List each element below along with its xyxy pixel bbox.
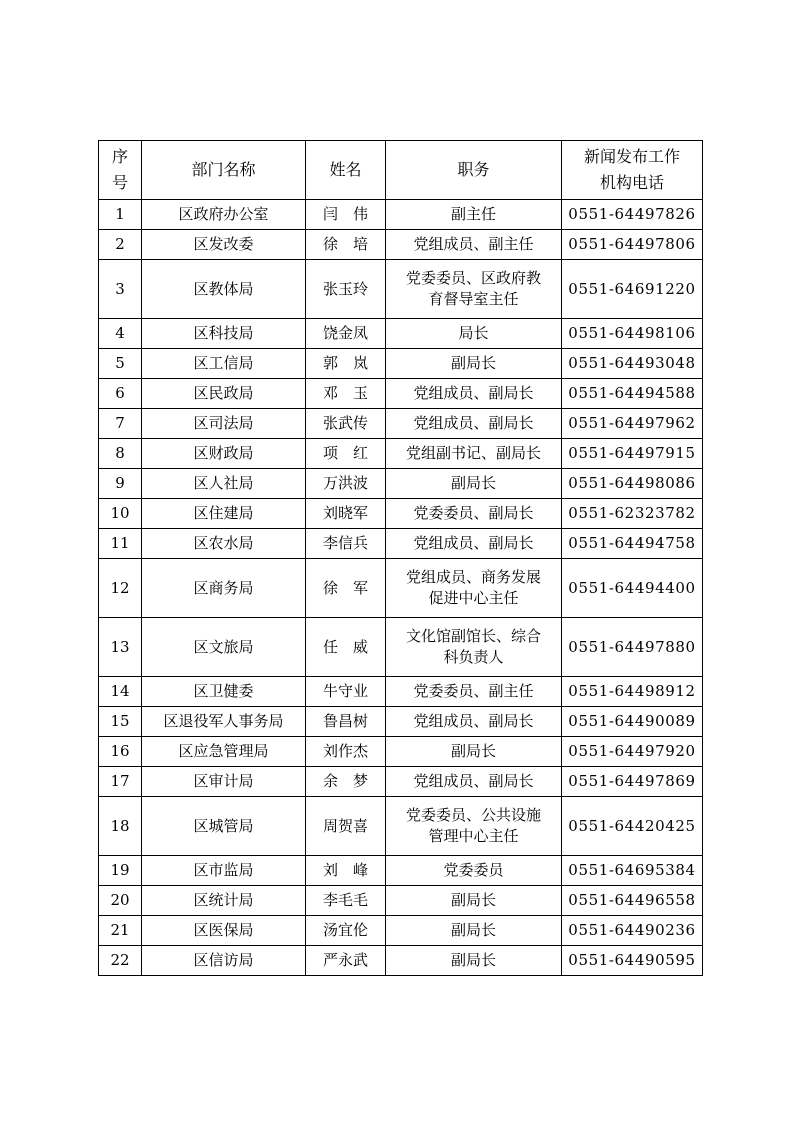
cell-phone: 0551-64493048 (562, 349, 703, 379)
header-position: 职务 (386, 141, 562, 200)
cell-phone: 0551-64498106 (562, 319, 703, 349)
cell-seq: 6 (99, 379, 142, 409)
cell-position: 副局长 (386, 737, 562, 767)
cell-name: 李信兵 (306, 529, 386, 559)
cell-name: 徐 培 (306, 230, 386, 260)
cell-position: 党委委员、副局长 (386, 499, 562, 529)
cell-phone: 0551-64497915 (562, 439, 703, 469)
cell-seq: 22 (99, 946, 142, 976)
cell-name: 任 威 (306, 618, 386, 677)
cell-position: 党组副书记、副局长 (386, 439, 562, 469)
table-row (99, 379, 703, 409)
cell-position: 党组成员、副局长 (386, 409, 562, 439)
cell-dept: 区医保局 (142, 916, 306, 946)
cell-position: 局长 (386, 319, 562, 349)
table-row (99, 856, 703, 886)
cell-phone: 0551-64490595 (562, 946, 703, 976)
cell-seq: 19 (99, 856, 142, 886)
table-row (99, 200, 703, 230)
table-row (99, 797, 703, 856)
table-row (99, 409, 703, 439)
cell-dept: 区商务局 (142, 559, 306, 618)
cell-phone: 0551-62323782 (562, 499, 703, 529)
cell-name: 项 红 (306, 439, 386, 469)
contact-table (98, 140, 703, 976)
cell-position: 党委委员 (386, 856, 562, 886)
cell-seq: 18 (99, 797, 142, 856)
cell-dept: 区人社局 (142, 469, 306, 499)
cell-position: 副局长 (386, 886, 562, 916)
table-row (99, 618, 703, 677)
cell-dept: 区统计局 (142, 886, 306, 916)
table-row (99, 319, 703, 349)
cell-phone: 0551-64691220 (562, 260, 703, 319)
cell-name: 郭 岚 (306, 349, 386, 379)
cell-dept: 区科技局 (142, 319, 306, 349)
table-row (99, 469, 703, 499)
cell-phone: 0551-64494400 (562, 559, 703, 618)
cell-name: 牛守业 (306, 677, 386, 707)
cell-seq: 12 (99, 559, 142, 618)
cell-seq: 16 (99, 737, 142, 767)
cell-phone: 0551-64497962 (562, 409, 703, 439)
cell-phone: 0551-64498912 (562, 677, 703, 707)
table-row (99, 439, 703, 469)
header-phone: 新闻发布工作 机构电话 (562, 141, 703, 200)
cell-phone: 0551-64695384 (562, 856, 703, 886)
cell-name: 周贺喜 (306, 797, 386, 856)
cell-phone: 0551-64490236 (562, 916, 703, 946)
cell-name: 余 梦 (306, 767, 386, 797)
cell-name: 刘 峰 (306, 856, 386, 886)
cell-seq: 10 (99, 499, 142, 529)
cell-phone: 0551-64497880 (562, 618, 703, 677)
cell-seq: 5 (99, 349, 142, 379)
cell-name: 张玉玲 (306, 260, 386, 319)
cell-name: 鲁昌树 (306, 707, 386, 737)
cell-seq: 9 (99, 469, 142, 499)
cell-name: 邓 玉 (306, 379, 386, 409)
cell-seq: 8 (99, 439, 142, 469)
cell-position: 党组成员、副局长 (386, 529, 562, 559)
table-header-row (99, 141, 703, 200)
cell-name: 汤宜伦 (306, 916, 386, 946)
table-row (99, 707, 703, 737)
cell-dept: 区卫健委 (142, 677, 306, 707)
cell-dept: 区工信局 (142, 349, 306, 379)
cell-seq: 11 (99, 529, 142, 559)
table-row (99, 916, 703, 946)
cell-name: 严永武 (306, 946, 386, 976)
cell-seq: 2 (99, 230, 142, 260)
cell-seq: 4 (99, 319, 142, 349)
cell-phone: 0551-64497920 (562, 737, 703, 767)
cell-position: 副局长 (386, 349, 562, 379)
cell-dept: 区应急管理局 (142, 737, 306, 767)
cell-position: 文化馆副馆长、综合 科负责人 (386, 618, 562, 677)
cell-position: 党组成员、副局长 (386, 767, 562, 797)
cell-phone: 0551-64496558 (562, 886, 703, 916)
cell-dept: 区发改委 (142, 230, 306, 260)
cell-phone: 0551-64497869 (562, 767, 703, 797)
cell-dept: 区文旅局 (142, 618, 306, 677)
table-row (99, 767, 703, 797)
cell-seq: 15 (99, 707, 142, 737)
table-row (99, 349, 703, 379)
cell-phone: 0551-64497826 (562, 200, 703, 230)
cell-position: 副局长 (386, 946, 562, 976)
table-row (99, 559, 703, 618)
cell-seq: 1 (99, 200, 142, 230)
cell-position: 党组成员、商务发展 促进中心主任 (386, 559, 562, 618)
table-row (99, 886, 703, 916)
cell-dept: 区审计局 (142, 767, 306, 797)
table-row (99, 677, 703, 707)
cell-phone: 0551-64497806 (562, 230, 703, 260)
cell-dept: 区城管局 (142, 797, 306, 856)
cell-seq: 17 (99, 767, 142, 797)
cell-phone: 0551-64420425 (562, 797, 703, 856)
cell-position: 党委委员、公共设施 管理中心主任 (386, 797, 562, 856)
table-row (99, 529, 703, 559)
table-row (99, 260, 703, 319)
header-dept: 部门名称 (142, 141, 306, 200)
cell-position: 党委委员、副主任 (386, 677, 562, 707)
cell-dept: 区司法局 (142, 409, 306, 439)
cell-position: 副局长 (386, 916, 562, 946)
cell-seq: 14 (99, 677, 142, 707)
cell-name: 徐 军 (306, 559, 386, 618)
cell-position: 党委委员、区政府教 育督导室主任 (386, 260, 562, 319)
cell-name: 饶金凤 (306, 319, 386, 349)
cell-phone: 0551-64494588 (562, 379, 703, 409)
cell-position: 副局长 (386, 469, 562, 499)
cell-position: 党组成员、副局长 (386, 707, 562, 737)
cell-name: 闫 伟 (306, 200, 386, 230)
cell-dept: 区住建局 (142, 499, 306, 529)
cell-seq: 3 (99, 260, 142, 319)
cell-dept: 区财政局 (142, 439, 306, 469)
cell-dept: 区政府办公室 (142, 200, 306, 230)
cell-position: 党组成员、副主任 (386, 230, 562, 260)
cell-seq: 7 (99, 409, 142, 439)
header-seq: 序 号 (99, 141, 142, 200)
cell-phone: 0551-64498086 (562, 469, 703, 499)
cell-dept: 区教体局 (142, 260, 306, 319)
cell-name: 刘晓军 (306, 499, 386, 529)
cell-phone: 0551-64490089 (562, 707, 703, 737)
cell-name: 刘作杰 (306, 737, 386, 767)
table-body (99, 200, 703, 976)
cell-dept: 区退役军人事务局 (142, 707, 306, 737)
cell-dept: 区信访局 (142, 946, 306, 976)
table-row (99, 230, 703, 260)
cell-name: 张武传 (306, 409, 386, 439)
header-name: 姓名 (306, 141, 386, 200)
cell-name: 李毛毛 (306, 886, 386, 916)
cell-dept: 区民政局 (142, 379, 306, 409)
cell-dept: 区农水局 (142, 529, 306, 559)
cell-position: 党组成员、副局长 (386, 379, 562, 409)
cell-name: 万洪波 (306, 469, 386, 499)
table-row (99, 499, 703, 529)
cell-position: 副主任 (386, 200, 562, 230)
table-row (99, 946, 703, 976)
table-row (99, 737, 703, 767)
cell-dept: 区市监局 (142, 856, 306, 886)
cell-seq: 20 (99, 886, 142, 916)
cell-phone: 0551-64494758 (562, 529, 703, 559)
cell-seq: 21 (99, 916, 142, 946)
cell-seq: 13 (99, 618, 142, 677)
